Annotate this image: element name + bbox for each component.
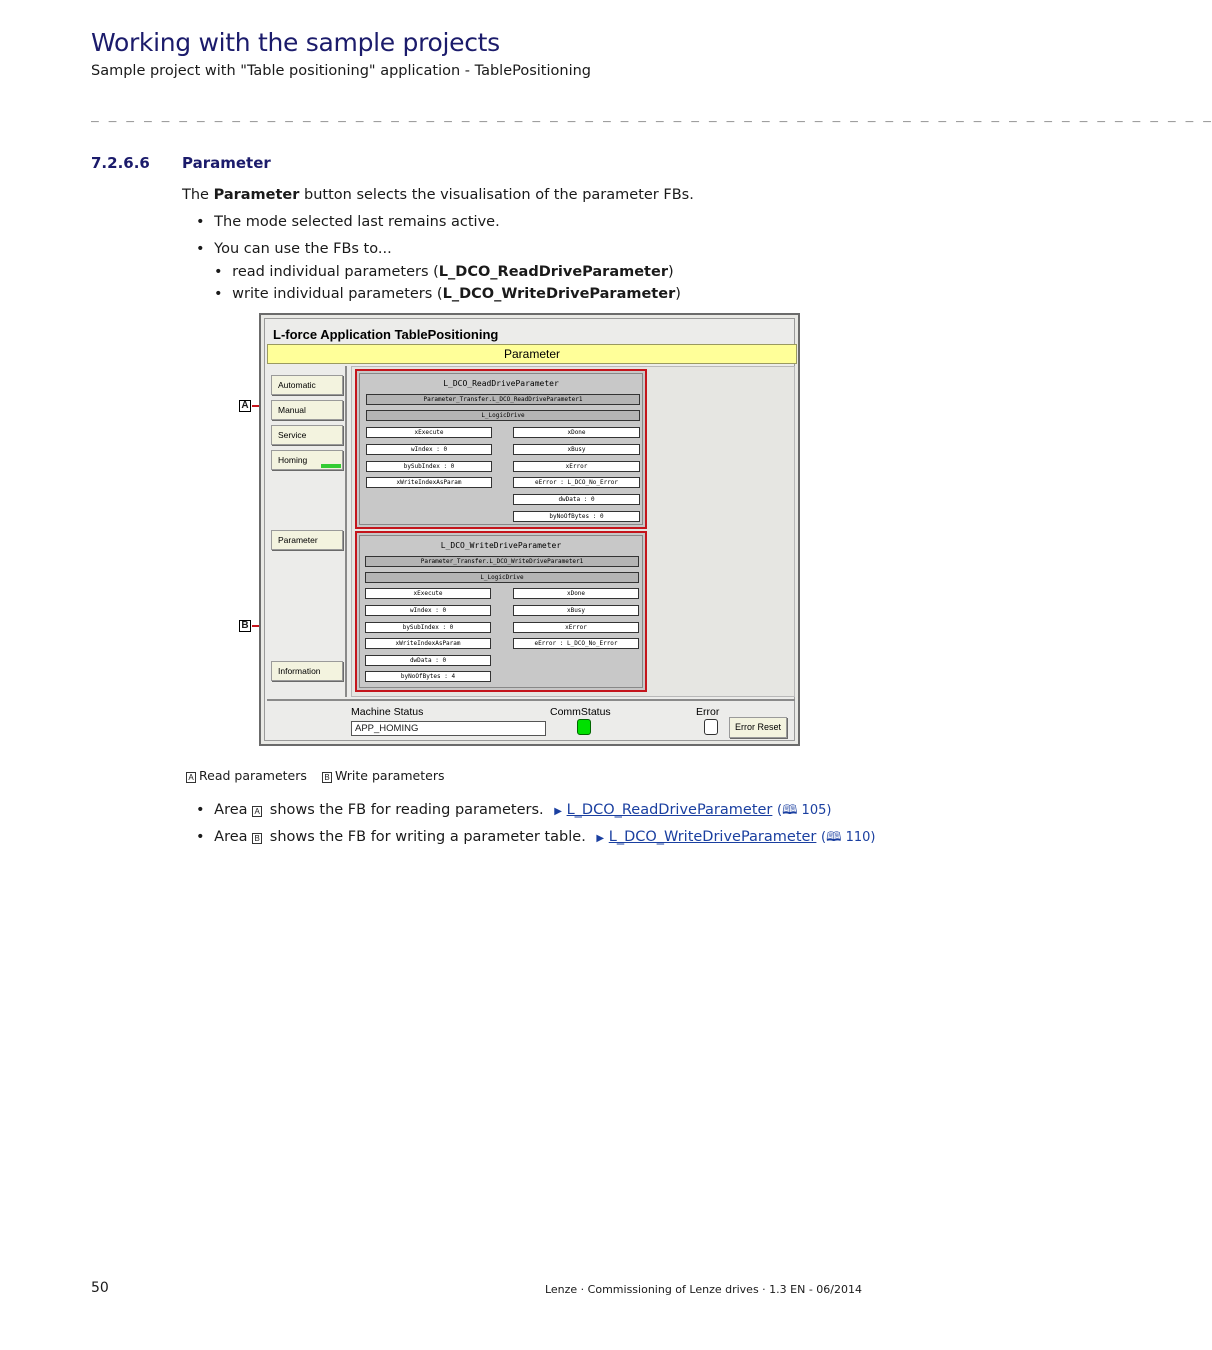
page-number: 50 <box>91 1280 109 1296</box>
view-header-bar: Parameter <box>267 344 797 364</box>
fb-write-title: L_DCO_WriteDriveParameter <box>440 541 562 550</box>
area-a-bullet <box>196 801 831 823</box>
fb-write-output: xDone <box>513 588 639 599</box>
nav-information-button[interactable]: Information <box>271 661 343 681</box>
fb-read-input[interactable]: xExecute <box>366 427 492 438</box>
fb-read-instance: Parameter_Transfer.L_DCO_ReadDriveParameter1 <box>366 394 640 405</box>
page-ref-a[interactable]: (🕮 105) <box>777 803 832 818</box>
nav-automatic-button[interactable]: Automatic <box>271 375 343 395</box>
fb-write-instance: Parameter_Transfer.L_DCO_WriteDriveParameter1 <box>365 556 639 567</box>
intro-post: button selects the visualisation of the parameter FBs. <box>299 187 694 203</box>
area-a-text: shows the FB for reading parameters. <box>265 802 544 818</box>
section-number: 7.2.6.6 <box>91 154 150 172</box>
fb-write-logic: L_LogicDrive <box>365 572 639 583</box>
comm-status-led <box>577 719 591 735</box>
bullet-dot: • <box>196 214 205 230</box>
page-ref-b[interactable]: (🕮 110) <box>821 830 876 845</box>
sub-bullet-pre: write individual parameters ( <box>232 286 443 302</box>
fb-read-input[interactable]: wIndex : 0 <box>366 444 492 455</box>
fb-write-input[interactable]: bySubIndex : 0 <box>365 622 491 633</box>
fb-read-output: eError : L_DCO_No_Error <box>513 477 640 488</box>
fb-read-input[interactable]: bySubIndex : 0 <box>366 461 492 472</box>
bullet-text: You can use the FBs to... <box>214 241 392 257</box>
link-arrow-icon: ▶ <box>554 806 562 817</box>
section-title: Parameter <box>182 154 271 172</box>
legend-read <box>186 768 307 783</box>
fb-write-input[interactable]: byNoOfBytes : 4 <box>365 671 491 682</box>
area-a-pre: Area <box>214 802 253 818</box>
book-icon: 🕮 <box>826 830 842 845</box>
fb-write-input[interactable]: xWriteIndexAsParam <box>365 638 491 649</box>
status-bar <box>267 699 795 743</box>
fb-write-output: xBusy <box>513 605 639 616</box>
nav-homing-button[interactable]: Homing <box>271 450 343 470</box>
legend-key-a: A <box>186 772 196 783</box>
fb-read-title: L_DCO_ReadDriveParameter <box>443 379 559 388</box>
fb-write-input[interactable]: wIndex : 0 <box>365 605 491 616</box>
bullet-text: The mode selected last remains active. <box>214 214 500 230</box>
sub-bullet-bold: L_DCO_ReadDriveParameter <box>438 264 668 280</box>
fb-read-output: dwData : 0 <box>513 494 640 505</box>
page-ref-b-num: 110 <box>845 830 871 845</box>
bullet-dot: • <box>214 264 223 280</box>
sub-bullet-item <box>214 286 681 302</box>
error-label: Error <box>696 706 720 718</box>
fb-read-input[interactable]: xWriteIndexAsParam <box>366 477 492 488</box>
fb-read-logic: L_LogicDrive <box>366 410 640 421</box>
bullet-dot: • <box>196 802 205 818</box>
fb-read-output: xError <box>513 461 640 472</box>
area-b-bullet <box>196 828 875 850</box>
bullet-item <box>196 241 392 257</box>
sub-bullet-bold: L_DCO_WriteDriveParameter <box>442 286 676 302</box>
sub-bullet-pre: read individual parameters ( <box>232 264 439 280</box>
fb-write-input[interactable]: xExecute <box>365 588 491 599</box>
area-b-text: shows the FB for writing a parameter table. <box>265 829 586 845</box>
fb-read-drive-parameter <box>355 369 647 529</box>
legend-key-b: B <box>322 772 332 783</box>
machine-status-field: APP_HOMING <box>351 721 546 736</box>
area-a-key: A <box>252 806 262 817</box>
fb-read-output: byNoOfBytes : 0 <box>513 511 640 522</box>
app-screenshot <box>259 313 800 746</box>
legend-write <box>322 768 444 783</box>
sub-bullet-post: ) <box>667 264 674 280</box>
legend-read-text: Read parameters <box>199 768 307 783</box>
error-reset-button[interactable]: Error Reset <box>729 717 787 738</box>
fb-write-drive-parameter <box>355 531 647 692</box>
page-ref-a-num: 105 <box>801 803 827 818</box>
app-window <box>264 318 795 741</box>
nav-panel <box>267 366 347 697</box>
footer-doc-info: Lenze · Commissioning of Lenze drives · 1.3 EN - 06/2014 <box>544 1283 862 1296</box>
page-header-subtitle: Sample project with "Table positioning" application - TablePositioning <box>91 63 592 79</box>
fb-read-output: xBusy <box>513 444 640 455</box>
link-read-drive-parameter[interactable]: L_DCO_ReadDriveParameter <box>566 802 773 818</box>
page-header-title: Working with the sample projects <box>91 28 500 57</box>
app-title: L-force Application TablePositioning <box>273 327 499 342</box>
error-led <box>704 719 718 735</box>
parameter-content-area <box>351 366 795 697</box>
marker-b: B <box>239 620 251 632</box>
bullet-dot: • <box>214 286 223 302</box>
sub-bullet-post: ) <box>675 286 681 302</box>
intro-bold: Parameter <box>213 187 300 203</box>
book-icon: 🕮 <box>782 803 798 818</box>
bullet-dot: • <box>196 241 205 257</box>
fb-write-output: xError <box>513 622 639 633</box>
nav-parameter-button[interactable]: Parameter <box>271 530 343 550</box>
area-b-pre: Area <box>214 829 253 845</box>
link-write-drive-parameter[interactable]: L_DCO_WriteDriveParameter <box>608 829 817 845</box>
area-b-key: B <box>252 833 262 844</box>
header-separator: _ _ _ _ _ _ _ _ _ _ _ _ _ _ _ _ _ _ _ _ _ _ _ _ _ _ _ _ _ _ _ _ _ _ _ _ _ _ _ _ _ _ _ _ _ _ _ _ _ _ _ _ _ _ _ _ _ _ _ _ _ _ _ _ <box>91 108 1212 123</box>
fb-write-input[interactable]: dwData : 0 <box>365 655 491 666</box>
bullet-dot: • <box>196 829 205 845</box>
intro-pre: The <box>182 187 214 203</box>
link-arrow-icon: ▶ <box>596 833 605 844</box>
intro-paragraph <box>182 187 694 203</box>
machine-status-label: Machine Status <box>351 706 424 718</box>
legend-write-text: Write parameters <box>335 768 445 783</box>
comm-status-label: CommStatus <box>550 706 611 718</box>
fb-read-output: xDone <box>513 427 640 438</box>
sub-bullet-item <box>214 264 674 280</box>
bullet-item <box>196 214 500 230</box>
marker-a: A <box>239 400 251 412</box>
nav-manual-button[interactable]: Manual <box>271 400 343 420</box>
fb-write-output: eError : L_DCO_No_Error <box>513 638 639 649</box>
nav-service-button[interactable]: Service <box>271 425 343 445</box>
